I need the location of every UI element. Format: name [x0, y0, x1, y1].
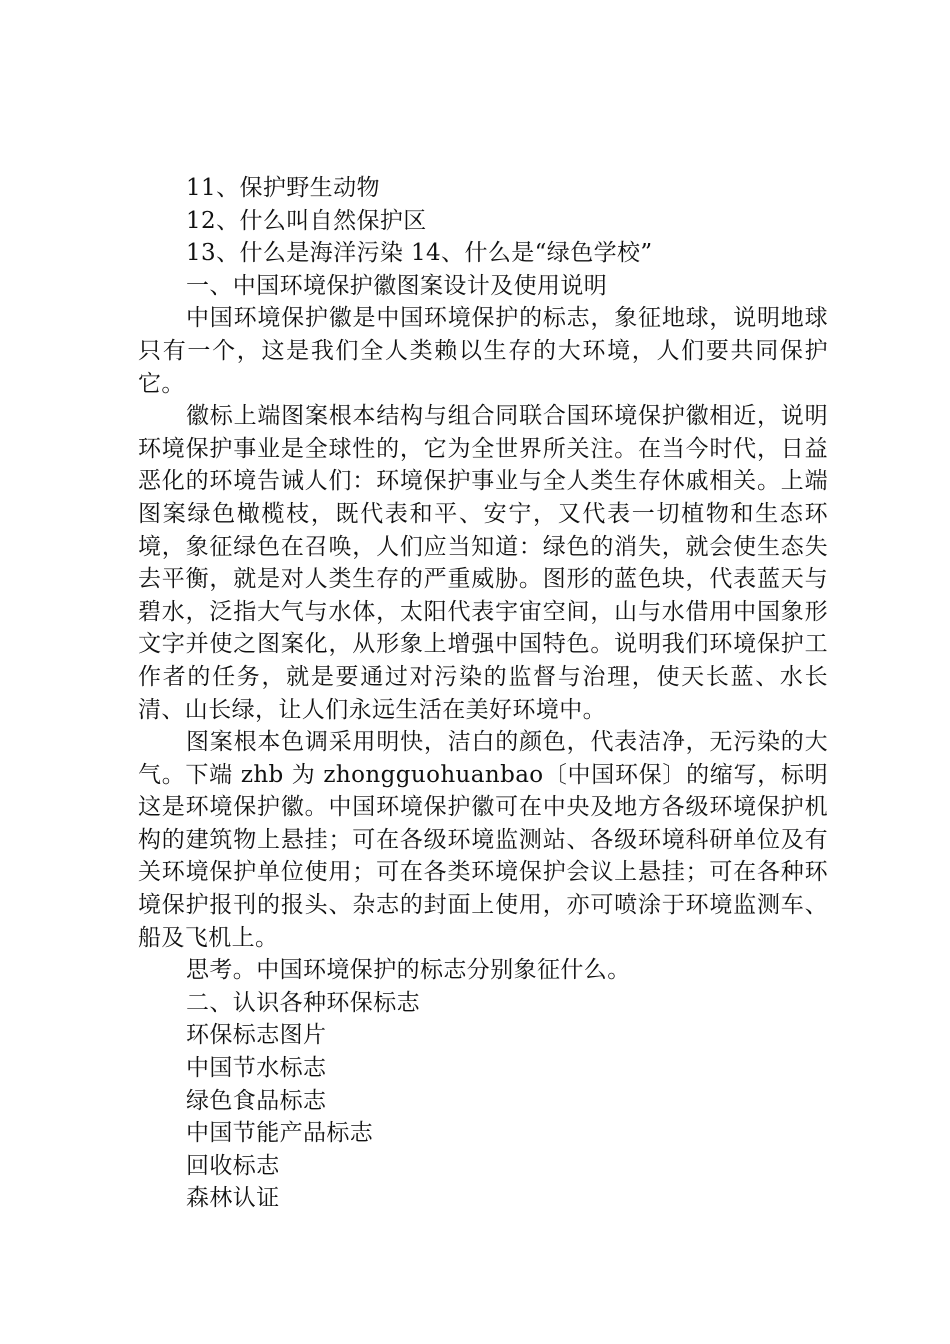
- list-item: 12、什么叫自然保护区: [186, 207, 427, 234]
- list-item: 环保标志图片: [186, 1022, 327, 1049]
- list-item: 中国节能产品标志: [186, 1120, 374, 1147]
- paragraph: 徽标上端图案根本结构与组合同联合国环境保护徽相近，说明环境保护事业是全球性的，它为全世界所关注。在当今时代，日益恶化的环境告诫人们：环境保护事业与全人类生存休戚相关。上端图案绿色橄榄枝，既代表和平、安宁，又代表一切植物和生态环境，象征绿色在召唤，人们应当知道：绿色的消失，就会使生态失去平衡，就是对人类生存的严重威胁。图形的蓝色块，代表蓝天与碧水，泛指大气与水体，太阳代表宇宙空间，山与水借用中国象形文字并使之图案化，从形象上增强中国特色。说明我们环境保护工作者的任务，就是要通过对污染的监督与治理，使天长蓝、水长清、山长绿，让人们永远生活在美好环境中。: [138, 403, 828, 723]
- list-item: 绿色食品标志: [186, 1087, 327, 1114]
- section-heading-1: 一、中国环境保护徽图案设计及使用说明: [186, 272, 608, 299]
- list-item: 森林认证: [186, 1185, 280, 1212]
- list-item: 回收标志: [186, 1152, 280, 1179]
- list-item: 11、保护野生动物: [186, 175, 380, 201]
- paragraph: 图案根本色调采用明快，洁白的颜色，代表洁净，无污染的大气。下端 zhb 为 zhongguohuanbao〔中国环保〕的缩写，标明这是环境保护徽。中国环境保护徽可在中央及地方各级环境保护机构的建筑物上悬挂；可在各级环境监测站、各级环境科研单位及有关环境保护单位使用；可在各类环境保护会议上悬挂；可在各种环境保护报刊的报头、杂志的封面上使用，亦可喷涂于环境监测车、船及飞机上。: [138, 729, 828, 951]
- list-item: 13、什么是海洋污染 14、什么是“绿色学校”: [186, 240, 653, 267]
- paragraph: 思考。中国环境保护的标志分别象征什么。: [186, 957, 631, 984]
- section-heading-2: 二、认识各种环保标志: [186, 989, 420, 1016]
- document-body: [138, 172, 828, 1215]
- paragraph: 中国环境保护徽是中国环境保护的标志，象征地球，说明地球只有一个，这是我们全人类赖以生存的大环境，人们要共同保护它。: [138, 305, 828, 397]
- list-item: 中国节水标志: [186, 1055, 327, 1082]
